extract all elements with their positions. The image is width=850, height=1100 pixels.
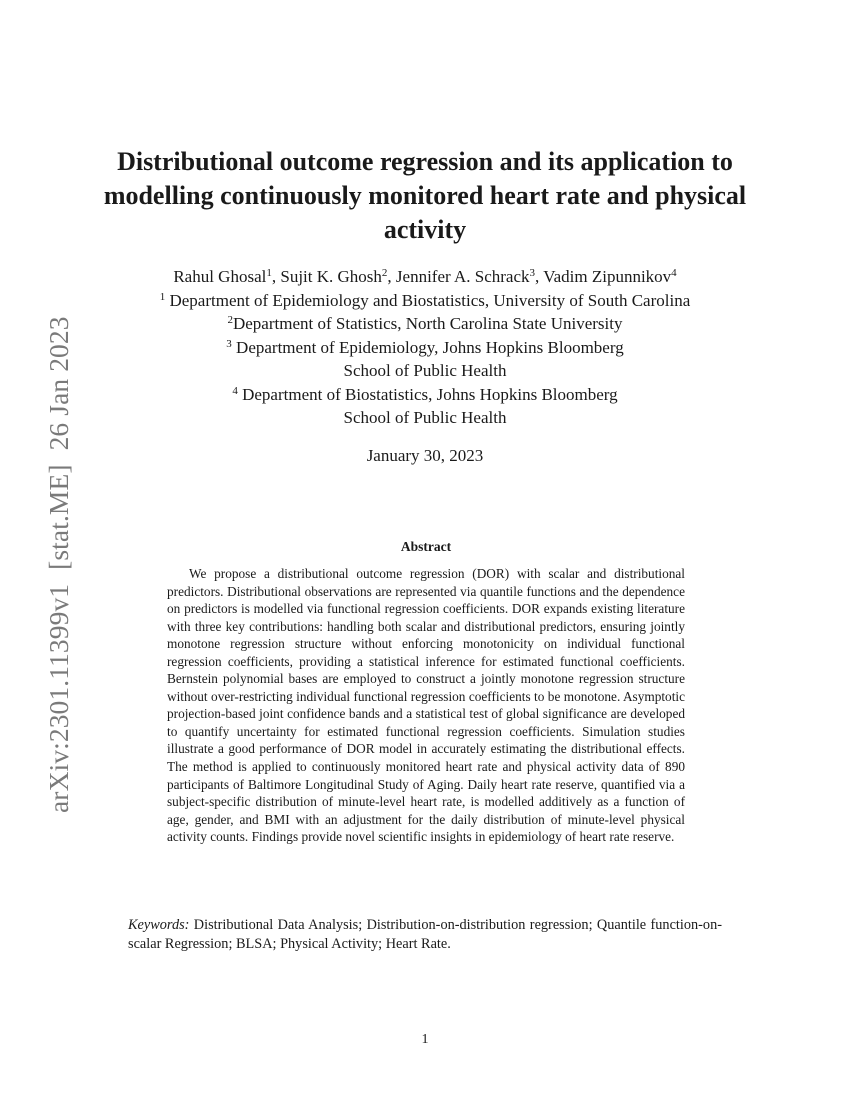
affiliation-text: Department of Biostatistics, Johns Hopkins Bloomberg (237, 384, 618, 404)
affiliation-text: Department of Statistics, North Carolina State University (232, 314, 623, 333)
abstract-text: We propose a distributional outcome regression (DOR) with scalar and distributional predictors. Distributional observations are represented via quantile functions and the dependence on predictors is modelled via functional regression coefficients. DOR expands existing literature with three key contributions: handling both scalar and distributional predictors, ensuring jointly monotone regression structure without enforcing monotonicity on individual functional regression coefficients, providing a statistical inference for estimated functional coefficients. Bernstein polynomial bases are employed to construct a jointly monotone regression structure without over-restricting individual functional regression coefficients to be monotone. Asymptotic projection-based joint confidence bands and a statistical test of global significance are developed to quantify uncertainty for estimated functional regression coefficients. Simulation studies illustrate a good performance of DOR model in accurately estimating the distributional effects. The method is applied to continuously monitored heart rate and physical activity data of 890 participants of Baltimore Longitudinal Study of Aging. Daily heart rate reserve, quantified via a subject-specific distribution of minute-level heart rate, is modelled additively as a function of age, gender, and BMI with an adjustment for the daily distribution of minute-level physical activity counts. Findings provide novel scientific insights in epidemiology of heart rate reserve. (167, 566, 685, 845)
affiliation-1 (100, 289, 750, 313)
author-name: Rahul Ghosal (173, 267, 267, 286)
publication-date: January 30, 2023 (366, 446, 484, 465)
affiliation-mark: 3 (226, 337, 232, 350)
affiliation-mark: 4 (232, 384, 238, 397)
arxiv-identifier-stamp: arXiv:2301.11399v1 [stat.ME] 26 Jan 2023 (43, 316, 74, 813)
paper-title: Distributional outcome regression and its application to modelling continuously monitored heart rate and physical activity (103, 147, 747, 244)
author-list: Rahul Ghosal$^1$, Sujit K. Ghosh$^2$, Jennifer A. Schrack$^3$, Vadim Zipunnikov$^4$ (173, 267, 677, 286)
affiliation-mark: 3 (529, 267, 535, 279)
affiliation-3-continued: School of Public Health (343, 361, 507, 380)
affiliation-mark: 1 (266, 267, 272, 279)
page-number: 1 (421, 1032, 429, 1047)
author-name: Jennifer A. Schrack (395, 267, 530, 286)
author-name: Vadim Zipunnikov (543, 267, 672, 286)
affiliation-mark: 2 (381, 267, 388, 279)
keywords-list: Distributional Data Analysis; Distribution-on-distribution regression; Quantile function-on-scalar Regression; BLSA; Physical Activity; Heart Rate. (128, 917, 722, 952)
affiliation-4-continued: School of Public Health (343, 408, 507, 427)
affiliation-mark: 2 (227, 314, 233, 326)
keywords (128, 916, 722, 954)
affiliation-text: Department of Epidemiology, Johns Hopkins Bloomberg (231, 337, 624, 357)
affiliation-2 (100, 312, 750, 336)
author-name: Sujit K. Ghosh (280, 267, 382, 286)
affiliation-mark: 4 (671, 267, 677, 279)
affiliation-3 (100, 336, 750, 360)
author-block (100, 265, 750, 430)
affiliation-text: Department of Epidemiology and Biostatistics, University of South Carolina (165, 290, 691, 310)
affiliation-4 (100, 383, 750, 407)
affiliation-mark: 1 (159, 290, 166, 303)
abstract-heading: Abstract (400, 539, 452, 554)
keywords-label: Keywords: (128, 917, 190, 933)
